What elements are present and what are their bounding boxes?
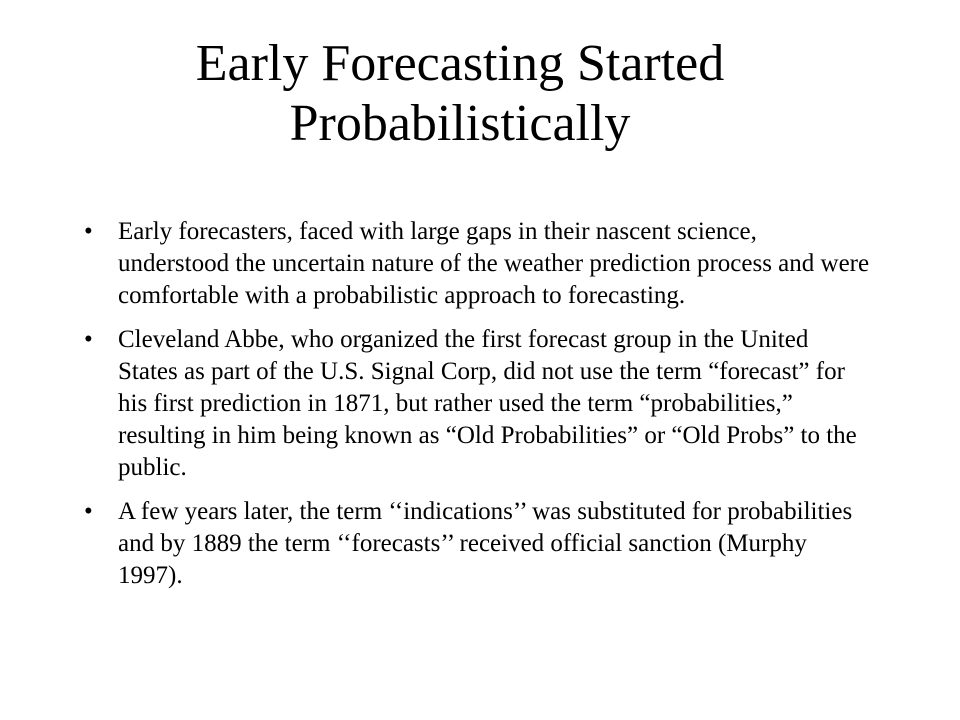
bullet-text: Early forecasters, faced with large gaps in their nascent science, understood the uncertain nature of the weather prediction process and were comfortable with a probabilistic approach to forecasting. (118, 218, 870, 309)
bullet-icon: • (84, 218, 93, 245)
bullet-icon: • (84, 326, 93, 353)
bullet-list (84, 216, 874, 604)
bullet-text: Cleveland Abbe, who organized the first forecast group in the United States as part of the U.S. Signal Corp, did not use the term “forecast” for his first prediction in 1871, but rather used the term “probabilities,” resulting in him being known as “Old Probabilities” or “Old Probs” to the public. (118, 326, 857, 481)
slide-title (60, 34, 860, 154)
bullet-item (84, 324, 874, 484)
bullet-text: A few years later, the term ‘‘indications’’ was substituted for probabilities and by 1889 the term ‘‘forecasts’’ received official sanction (Murphy 1997). (118, 498, 853, 589)
slide-title-line-1: Early Forecasting Started (195, 35, 725, 92)
bullet-item (84, 216, 874, 312)
slide-title-line-2: Probabilistically (289, 95, 631, 152)
bullet-icon: • (84, 498, 93, 525)
bullet-item (84, 496, 874, 592)
